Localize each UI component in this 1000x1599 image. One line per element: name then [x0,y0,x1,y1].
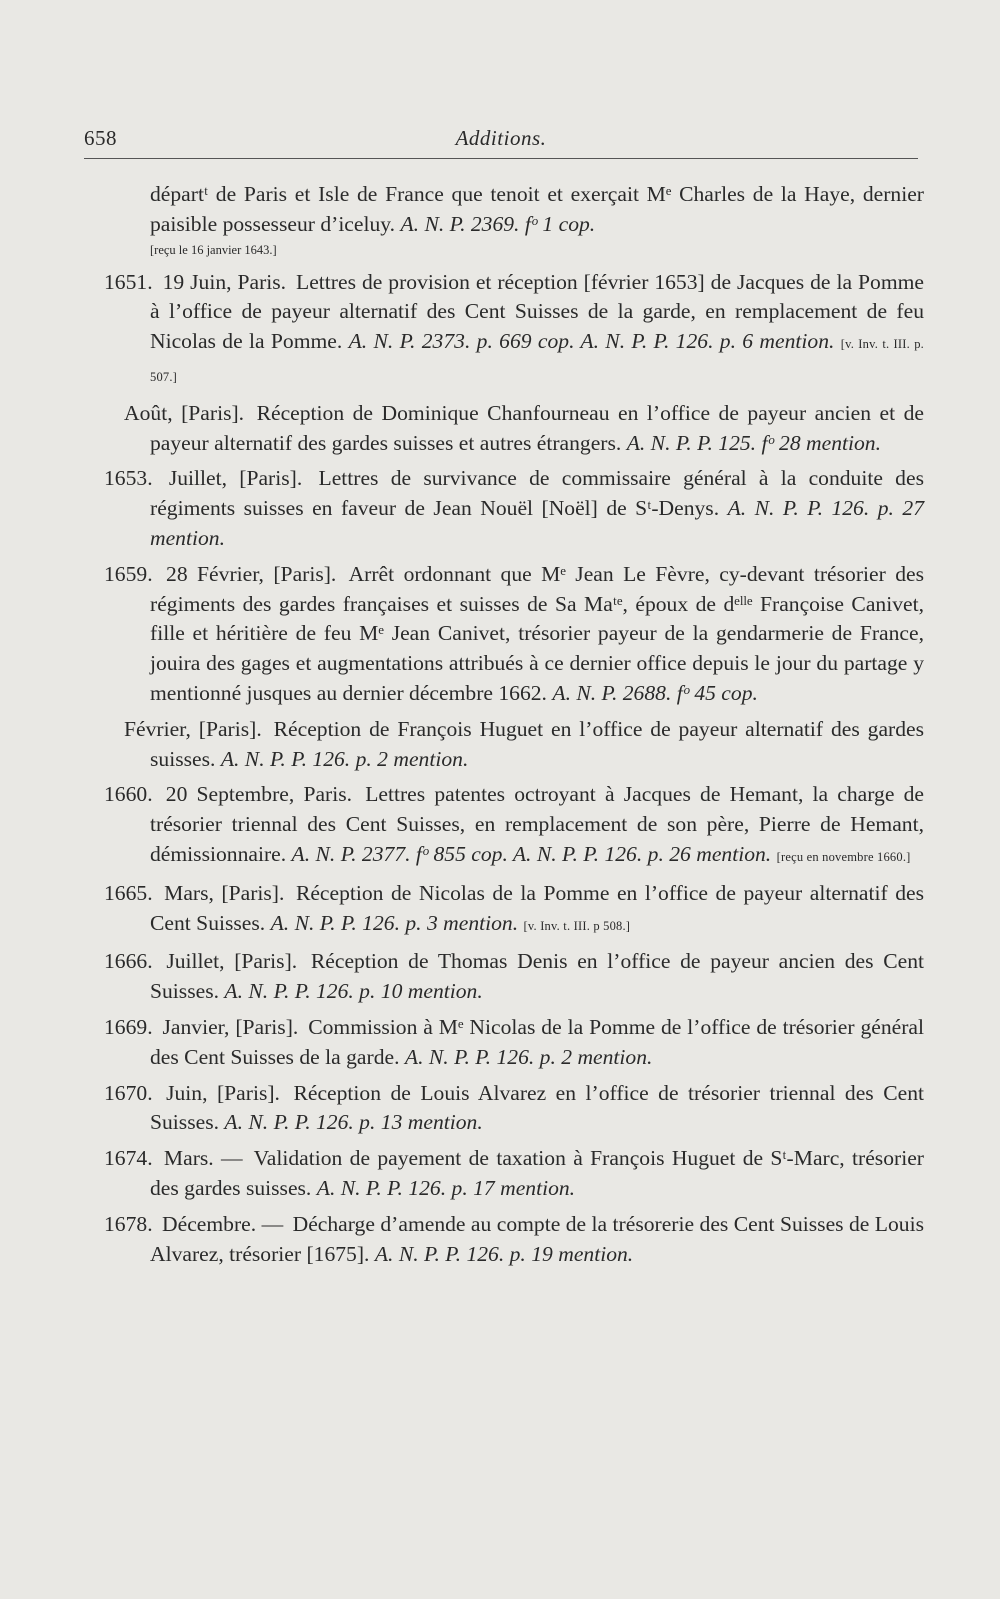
entry-date: 28 Février, [Paris]. [166,561,337,586]
entry-date: 20 Septembre, Paris. [165,782,353,807]
entry-source: A. N. P. P. 126. p. 13 mention. [224,1110,483,1135]
entry-4 [104,560,924,709]
entry-7 [104,879,924,942]
entry-date: Mars. — [163,1146,243,1171]
running-title: Additions. [455,126,547,150]
entry-text: Réception de Nicolas de la Pomme en l’office de payeur alternatif des Cent Suisses. [150,880,924,935]
entry-date: Août, [Paris]. [124,400,245,425]
entry-11 [104,1144,924,1204]
entry-8 [104,947,924,1007]
entry-date: Juillet, [Paris]. [166,949,298,974]
entry-9 [104,1013,924,1073]
entry-note: [reçu le 16 janvier 1643.] [150,242,277,257]
entry-source: A. N. P. P. 126. p. 2 mention. [404,1044,653,1069]
entry-1 [104,268,924,393]
entry-text: Commission à Mᵉ Nicolas de la Pomme de l’office de trésorier général des Cent Suisses de la garde. [150,1014,924,1069]
entry-note: [v. Inv. t. III. p 508.] [523,918,631,933]
entry-source: A. N. P. P. 126. p. 2 mention. [220,746,469,771]
entry-2 [104,399,924,459]
entry-date: Janvier, [Paris]. [162,1014,299,1039]
entry-source: A. N. P. 2688. fᵒ 45 cop. [552,680,758,705]
page-number: 658 [84,126,117,150]
entry-text: Arrêt ordonnant que Mᵉ Jean Le Fèvre, cy-devant trésorier des régiments des gardes françaises et suisses de Sa Maᵗᵉ, époux de dᵉˡˡᵉ Françoise Canivet, fille et héritière de feu Mᵉ Jean Canivet, trésorier payeur de la gendarmerie de France, jouira des gages et augmentations attribués à ce dernier office depuis le jour du partage y mentionné jusques au dernier décembre 1662. [150,561,924,705]
entry-text: Lettres patentes octroyant à Jacques de Hemant, la charge de trésorier triennal des Cent Suisses, en remplacement de son père, Pierre de Hemant, démissionnaire. [150,782,924,866]
entry-year: 1669. [104,1014,153,1039]
entry-source: A. N. P. P. 126. p. 19 mention. [374,1241,634,1266]
entry-date: Mars, [Paris]. [164,880,285,905]
entry-text: Validation de payement de taxation à François Huguet de Sᵗ-Marc, trésorier des gardes suisses. [150,1146,924,1200]
entry-source: A. N. P. 2377. fᵒ 855 cop. A. N. P. P. 126. p. 26 mention. [291,841,772,866]
entry-year: 1653. [104,466,153,491]
entry-text: Réception de Louis Alvarez en l’office de trésorier triennal des Cent Suisses. [150,1080,924,1135]
entry-source: A. N. P. P. 126. p. 10 mention. [224,979,483,1004]
entry-year: 1651. [104,269,153,294]
page-header [84,122,918,159]
entry-text: Décharge d’amende au compte de la trésorerie des Cent Suisses de Louis Alvarez, trésorier [1675]. [150,1211,924,1266]
entry-source: A. N. P. P. 125. fᵒ 28 mention. [626,430,881,455]
entry-date: Juin, [Paris]. [166,1080,280,1105]
entry-year: 1660. [104,782,153,807]
entry-text: départᵗ de Paris et Isle de France que tenoit et exerçait Mᵉ Charles de la Haye, dernier paisible possesseur d’iceluy. [150,182,924,236]
entry-0 [104,180,924,262]
entry-source: A. N. P. 2373. p. 669 cop. A. N. P. P. 126. p. 6 mention. [348,329,835,354]
entry-year: 1665. [104,880,153,905]
entry-6 [104,780,924,872]
entry-year: 1678. [104,1211,153,1236]
entry-date: 19 Juin, Paris. [162,269,287,294]
entry-5 [104,715,924,775]
entry-text: Réception de Thomas Denis en l’office de payeur ancien des Cent Suisses. [150,949,924,1004]
entry-text: Réception de François Huguet en l’office de payeur alternatif des gardes suisses. [150,716,925,771]
entry-year: 1674. [104,1146,153,1171]
entry-source: A. N. P. P. 126. p. 17 mention. [316,1175,576,1200]
entry-3 [104,464,924,553]
entry-10 [104,1079,924,1139]
entry-date: Juillet, [Paris]. [168,466,303,491]
entry-year: 1666. [104,949,153,974]
entry-note: [v. Inv. t. III. p. 507.] [150,337,924,384]
entry-12 [104,1210,924,1270]
entry-year: 1670. [104,1080,153,1105]
entry-source: A. N. P. 2369. fᵒ 1 cop. [400,211,596,236]
entry-note: [reçu en novembre 1660.] [776,849,911,864]
entry-date: Décembre. — [162,1211,284,1236]
entry-text: Réception de Dominique Chanfourneau en l’office de payeur ancien et de payeur alternatif des gardes suisses et autres étrangers. [150,400,924,455]
page-body [104,180,924,1275]
entry-source: A. N. P. P. 126. p. 3 mention. [270,910,519,935]
entry-year: 1659. [104,561,153,586]
entry-text: Lettres de provision et réception [février 1653] de Jacques de la Pomme à l’office de payeur alternatif des Cent Suisses de la garde, en remplacement de feu Nicolas de la Pomme. [150,269,924,354]
entry-date: Février, [Paris]. [124,716,262,741]
entry-source: A. N. P. P. 126. p. 27 mention. [150,496,924,550]
entry-text: Lettres de survivance de commissaire général à la conduite des régiments suisses en faveur de Jean Nouël [Noël] de Sᵗ-Denys. [150,466,924,521]
